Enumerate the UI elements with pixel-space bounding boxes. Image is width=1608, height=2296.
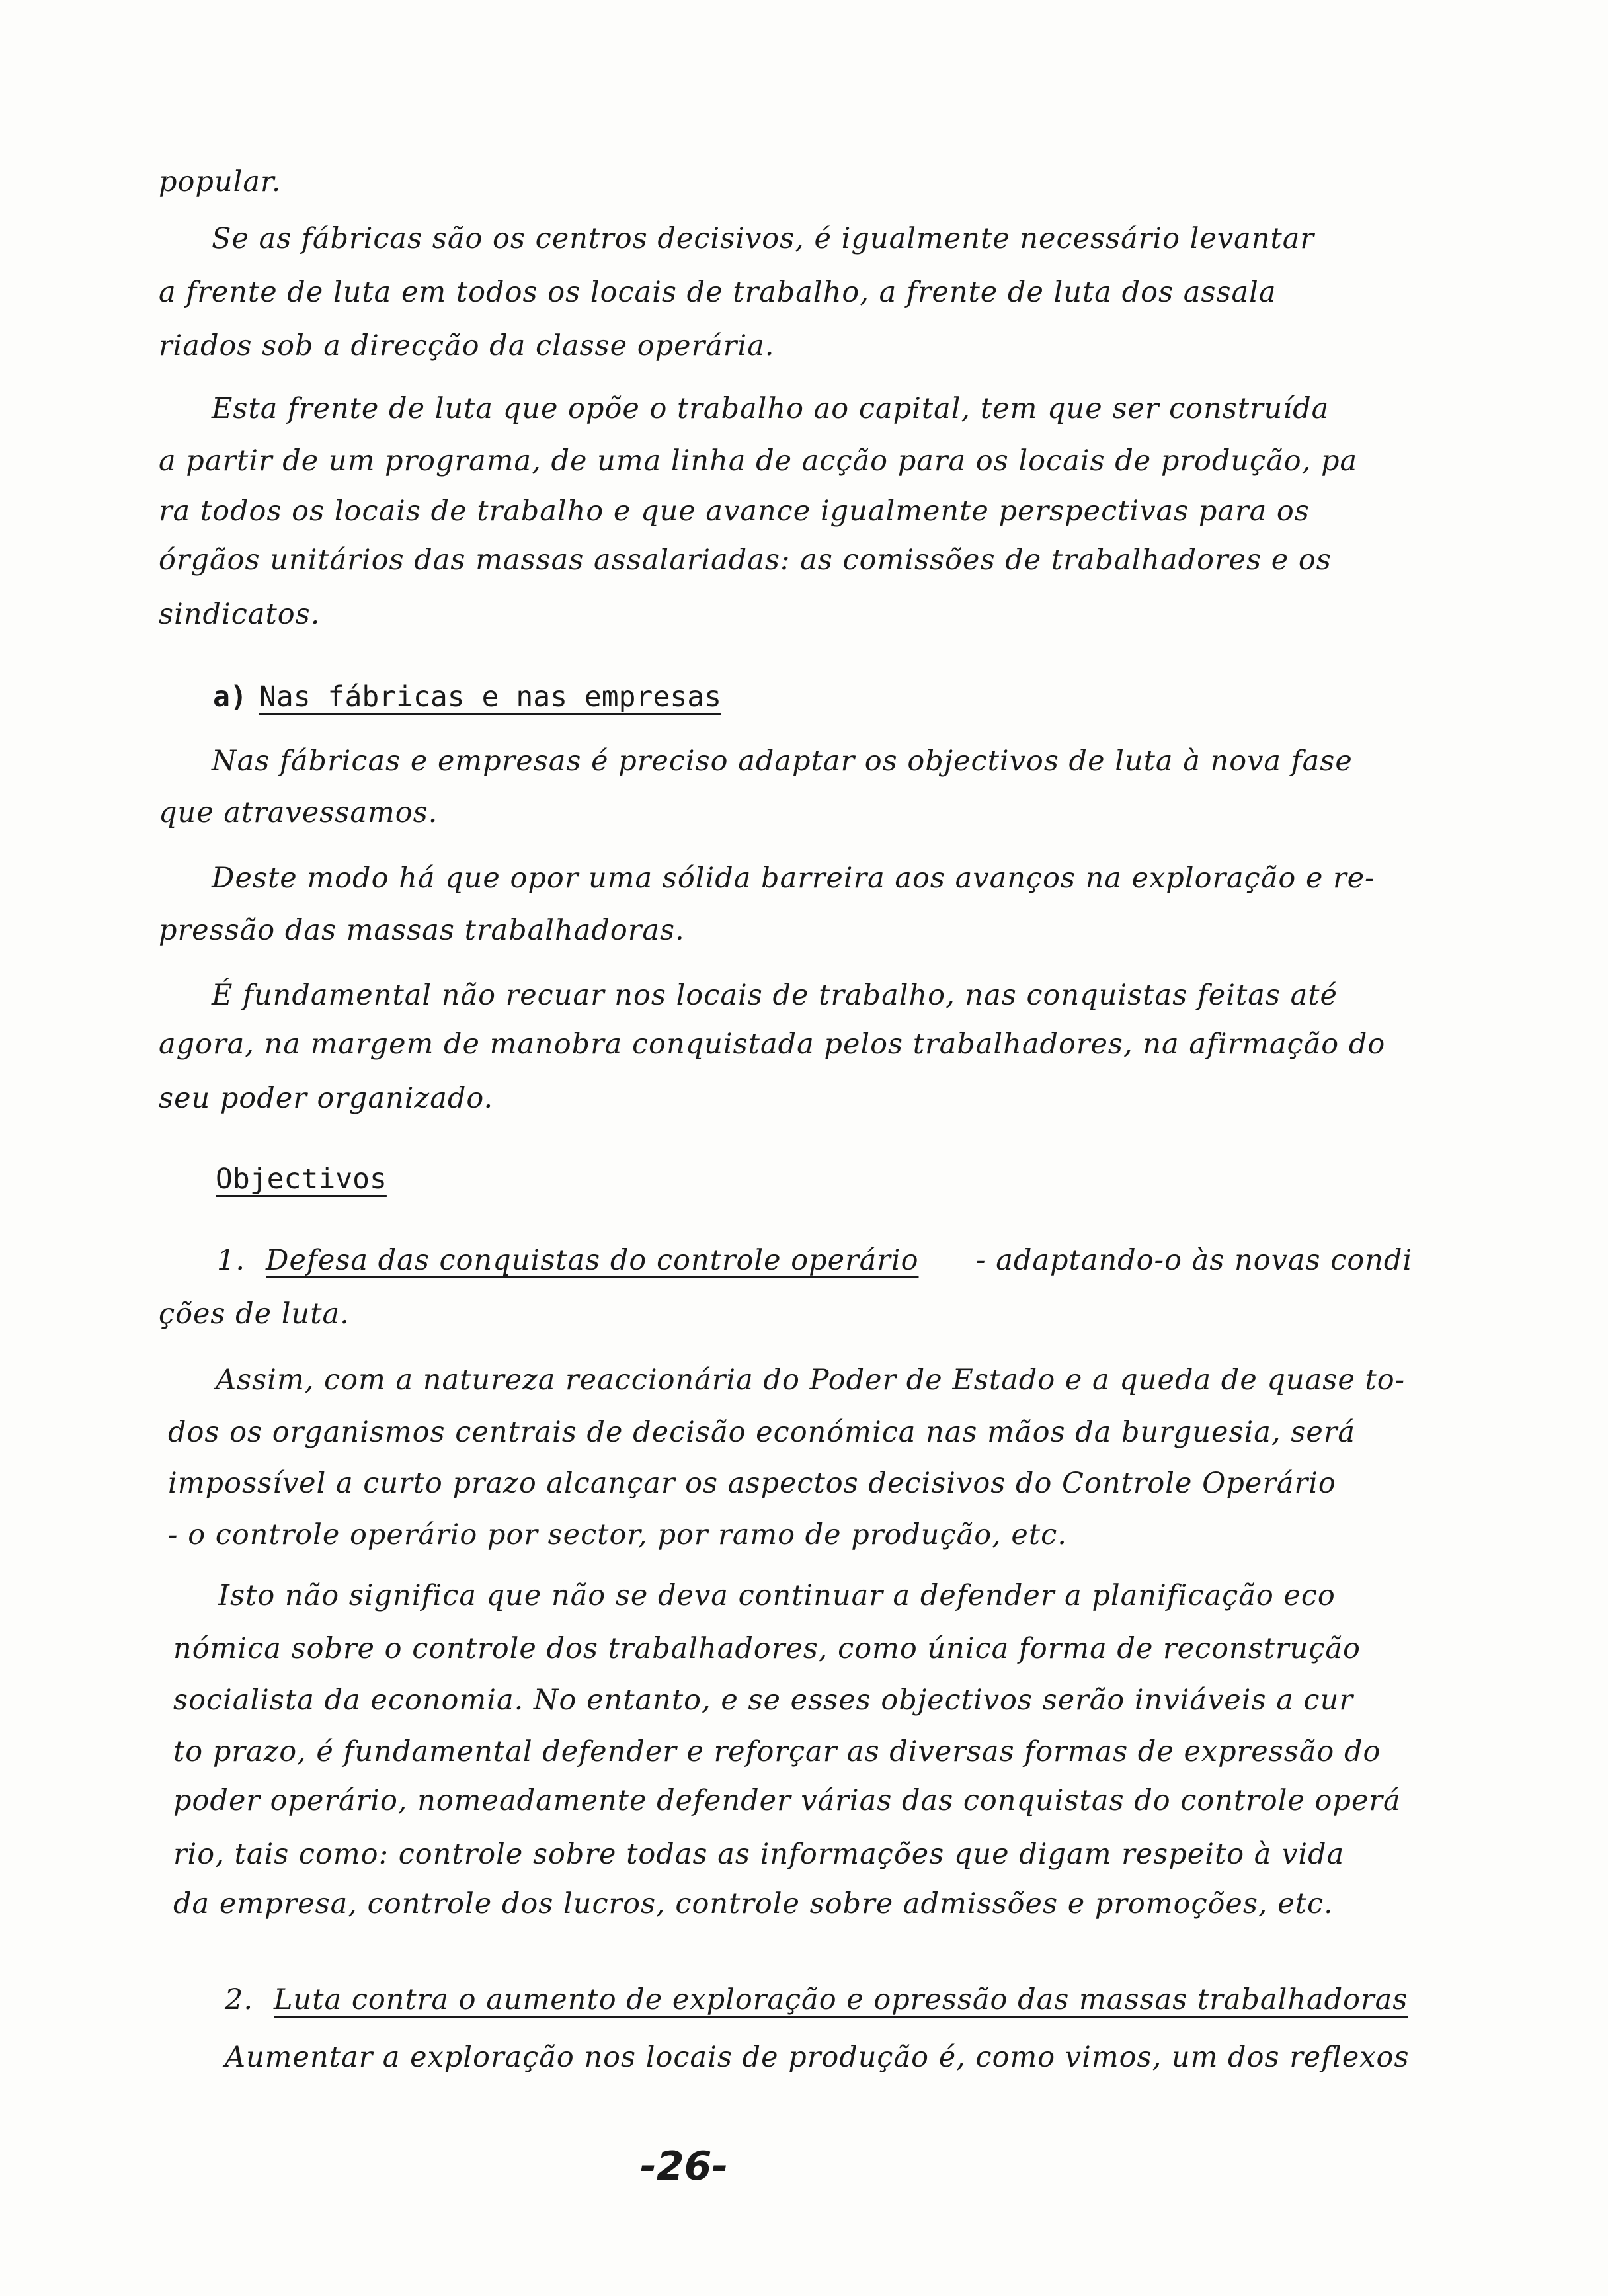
item-number: 1.	[217, 1244, 246, 1277]
text-line: - adaptando-o às novas condi	[976, 1244, 1413, 1277]
text-line: que atravessamos.	[159, 796, 438, 829]
page-number: -26-	[640, 2143, 729, 2190]
item-title: Luta contra o aumento de exploração e opressão das massas trabalhadoras	[274, 1983, 1408, 2016]
text-line: impossível a curto prazo alcançar os aspectos decisivos do Controle Operário	[168, 1467, 1336, 1500]
item-number: 2.	[225, 1983, 254, 2016]
text-line: dos os organismos centrais de decisão económica nas mãos da burguesia, será	[168, 1416, 1355, 1449]
text-line: poder operário, nomeadamente defender várias das conquistas do controle operá	[173, 1784, 1401, 1817]
text-line: Aumentar a exploração nos locais de produção é, como vimos, um dos reflexos	[225, 2041, 1410, 2074]
text-line: da empresa, controle dos lucros, controle sobre admissões e promoções, etc.	[173, 1887, 1334, 1920]
text-line: to prazo, é fundamental defender e reforçar as diversas formas de expressão do	[173, 1735, 1381, 1768]
text-line: órgãos unitários das massas assalariadas: as comissões de trabalhadores e os	[159, 544, 1332, 577]
section-heading: Nas fábricas e nas empresas	[259, 680, 721, 714]
text-line: a frente de luta em todos os locais de trabalho, a frente de luta dos assala	[159, 276, 1277, 309]
text-line: Deste modo há que opor uma sólida barreira aos avanços na exploração e re-	[212, 862, 1375, 895]
text-line: Se as fábricas são os centros decisivos, é igualmente necessário levantar	[212, 222, 1314, 255]
text-line: riados sob a direcção da classe operária.	[159, 329, 775, 362]
text-line: rio, tais como: controle sobre todas as informações que digam respeito à vida	[173, 1838, 1345, 1871]
subsection-heading: Objectivos	[216, 1163, 387, 1196]
text-line: seu poder organizado.	[159, 1082, 494, 1115]
text-line: É fundamental não recuar nos locais de trabalho, nas conquistas feitas até	[212, 979, 1338, 1012]
text-line: ra todos os locais de trabalho e que avance igualmente perspectivas para os	[159, 495, 1310, 528]
text-line: popular.	[159, 165, 282, 198]
item-title: Defesa das conquistas do controle operário	[266, 1244, 919, 1277]
text-line: nómica sobre o controle dos trabalhadores, como única forma de reconstrução	[173, 1632, 1361, 1665]
text-line: - o controle operário por sector, por ramo de produção, etc.	[168, 1518, 1067, 1551]
text-line: pressão das massas trabalhadoras.	[159, 914, 685, 947]
text-line: agora, na margem de manobra conquistada pelos trabalhadores, na afirmação do	[159, 1028, 1386, 1061]
text-line: Nas fábricas e empresas é preciso adaptar os objectivos de luta à nova fase	[212, 745, 1353, 778]
text-line: Esta frente de luta que opõe o trabalho ao capital, tem que ser construída	[212, 392, 1330, 425]
text-line: ções de luta.	[159, 1297, 350, 1331]
text-line: a partir de um programa, de uma linha de acção para os locais de produção, pa	[159, 444, 1358, 477]
text-line: Isto não significa que não se deva continuar a defender a planificação eco	[218, 1579, 1336, 1612]
text-line: sindicatos.	[159, 598, 321, 631]
section-heading-prefix: a)	[213, 680, 247, 714]
text-line: Assim, com a natureza reaccionária do Poder de Estado e a queda de quase to-	[216, 1364, 1406, 1397]
text-line: socialista da economia. No entanto, e se esses objectivos serão inviáveis a cur	[173, 1684, 1353, 1717]
